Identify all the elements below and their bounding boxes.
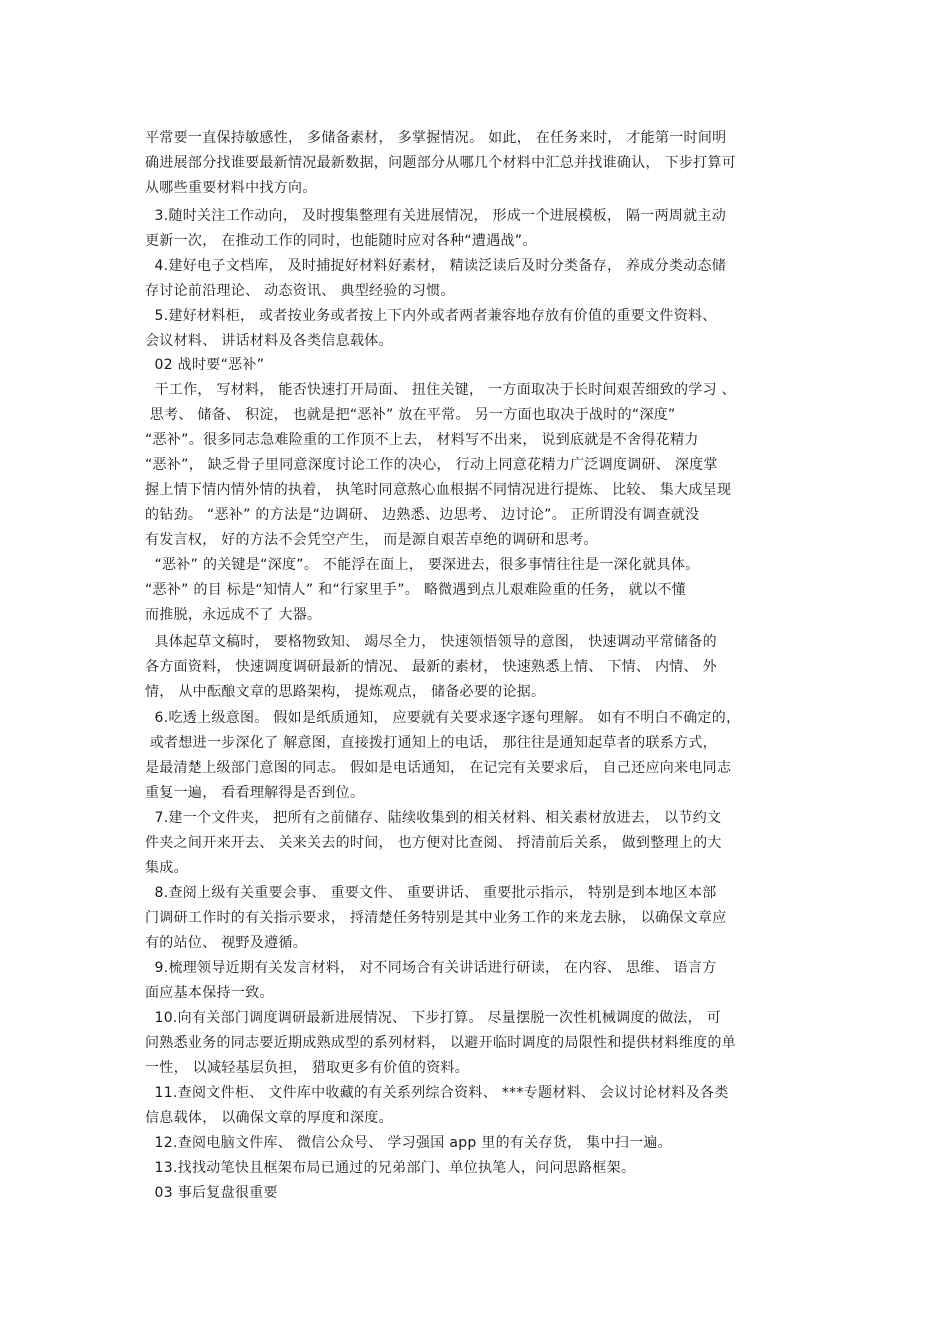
text-line: 7.建一个文件夹， 把所有之前储存、陆续收集到的相关材料、相关素材放进去， 以节约文 [145, 810, 722, 826]
text-line: 件夹之间开来开去、 关来关去的时间， 也方便对比查阅、 捋清前后关系， 做到整理上的大 [145, 835, 722, 851]
text-line: 从哪些重要材料中找方向。 [145, 180, 317, 196]
text-line: 03 事后复盘很重要 [145, 1185, 278, 1201]
text-line: 11.查阅文件柜、 文件库中收藏的有关系列综合资料、 ***专题材料、 会议讨论材料及各类 [145, 1085, 729, 1101]
text-line: 9.梳理领导近期有关发言材料， 对不同场合有关讲话进行研读， 在内容、 思维、 语言方 [145, 960, 717, 976]
text-line: 存讨论前沿理论、 动态资讯、 典型经验的习惯。 [145, 283, 455, 299]
text-line: 信息载体， 以确保文章的厚度和深度。 [145, 1110, 393, 1126]
text-line: 握上情下情内情外情的执着， 执笔时同意熬心血根据不同情况进行提炼、 比较、 集大成呈现 [145, 482, 732, 498]
text-line: 一性， 以减轻基层负担， 猎取更多有价值的资料。 [145, 1060, 470, 1076]
text-line: 6.吃透上级意图。 假如是纸质通知， 应要就有关要求逐字逐句理解。 如有不明白不确定的， [145, 710, 741, 726]
text-line: 思考、 储备、 积淀， 也就是把“恶补” 放在平常。 另一方面也取决于战时的“深度” [145, 407, 676, 423]
text-line: 情， 从中酝酿文章的思路架构， 提炼观点， 储备必要的论据。 [145, 684, 546, 700]
text-line: 重复一遍， 看看理解得是否到位。 [145, 785, 365, 801]
text-line: 8.查阅上级有关重要会事、 重要文件、 重要讲话、 重要批示指示， 特别是到本地区本部 [145, 885, 717, 901]
text-line: 门调研工作时的有关指示要求， 捋清楚任务特别是其中业务工作的来龙去脉， 以确保文章应 [145, 910, 727, 926]
text-line: 确进展部分找谁要最新情况最新数据，问题部分从哪几个材料中汇总并找谁确认， 下步打算可 [145, 155, 737, 171]
text-line: 而推脱，永远成不了 大器。 [145, 607, 322, 623]
text-line: “恶补”。很多同志急难险重的工作顶不上去， 材料写不出来， 说到底就是不舍得花精力 [145, 432, 699, 448]
text-line: 4.建好电子文档库， 及时捕捉好材料好素材， 精读泛读后及时分类备存， 养成分类动态储 [145, 258, 727, 274]
text-line: 平常要一直保持敏感性， 多储备素材， 多掌握情况。 如此， 在任务来时， 才能第一时间明 [145, 130, 727, 146]
text-line: 13.找找动笔快且框架布局已通过的兄弟部门、单位执笔人，问问思路框架。 [145, 1160, 636, 1176]
text-line: 有发言权， 好的方法不会凭空产生， 而是源自艰苦卓绝的调研和思考。 [145, 532, 598, 548]
text-line: 的钻劲。 “恶补” 的方法是“边调研、 边熟悉、边思考、 边讨论”。 正所谓没有调查就没 [145, 507, 700, 523]
text-line: “恶补” 的目 标是“知情人” 和“行家里手”。 略微遇到点儿艰难险重的任务， 就以不懂 [145, 582, 686, 598]
text-line: “恶补” 的关键是“深度”。 不能浮在面上， 要深进去，很多事情往往是一深化就具体。 [145, 557, 700, 573]
text-line: 10.向有关部门调度调研最新进展情况、 下步打算。 尽量摆脱一次性机械调度的做法， 可 [145, 1010, 722, 1026]
text-line: 各方面资料， 快速调度调研最新的情况、 最新的素材， 快速熟悉上情、 下情、 内情、 外 [145, 659, 717, 675]
text-line: “恶补”， 缺乏骨子里同意深度讨论工作的决心， 行动上同意花精力广泛调度调研、 深度掌 [145, 457, 718, 473]
text-line: 3.随时关注工作动向， 及时搜集整理有关进展情况， 形成一个进展模板， 隔一两周就主动 [145, 208, 727, 224]
text-line: 面应基本保持一致。 [145, 985, 274, 1001]
text-line: 是最清楚上级部门意图的同志。 假如是电话通知， 在记完有关要求后， 自己还应向来电同志 [145, 760, 732, 776]
text-line: 具体起草文稿时， 要格物致知、 竭尽全力， 快速领悟领导的意图， 快速调动平常储备的 [145, 634, 717, 650]
text-line: 12.查阅电脑文件库、 微信公众号、 学习强国 app 里的有关存货， 集中扫一遍。 [145, 1135, 672, 1151]
text-line: 干工作， 写材料， 能否快速打开局面、 扭住关键， 一方面取决于长时间艰苦细致的学习 、 [145, 382, 736, 398]
text-line: 集成。 [145, 860, 188, 876]
text-line: 问熟悉业务的同志要近期成熟成型的系列材料， 以避开临时调度的局限性和提供材料维度的单 [145, 1035, 737, 1051]
text-line: 或者想进一步深化了 解意图，直接拨打通知上的电话， 那往往是通知起草者的联系方式， [145, 735, 717, 751]
text-line: 02 战时要“恶补” [145, 357, 265, 373]
text-line: 会议材料、 讲话材料及各类信息载体。 [145, 333, 393, 349]
text-line: 更新一次， 在推动工作的同时，也能随时应对各种“遭遇战”。 [145, 233, 537, 249]
text-line: 有的站位、 视野及遵循。 [145, 935, 308, 951]
text-line: 5.建好材料柜， 或者按业务或者按上下内外或者两者兼容地存放有价值的重要文件资料、 [145, 308, 717, 324]
